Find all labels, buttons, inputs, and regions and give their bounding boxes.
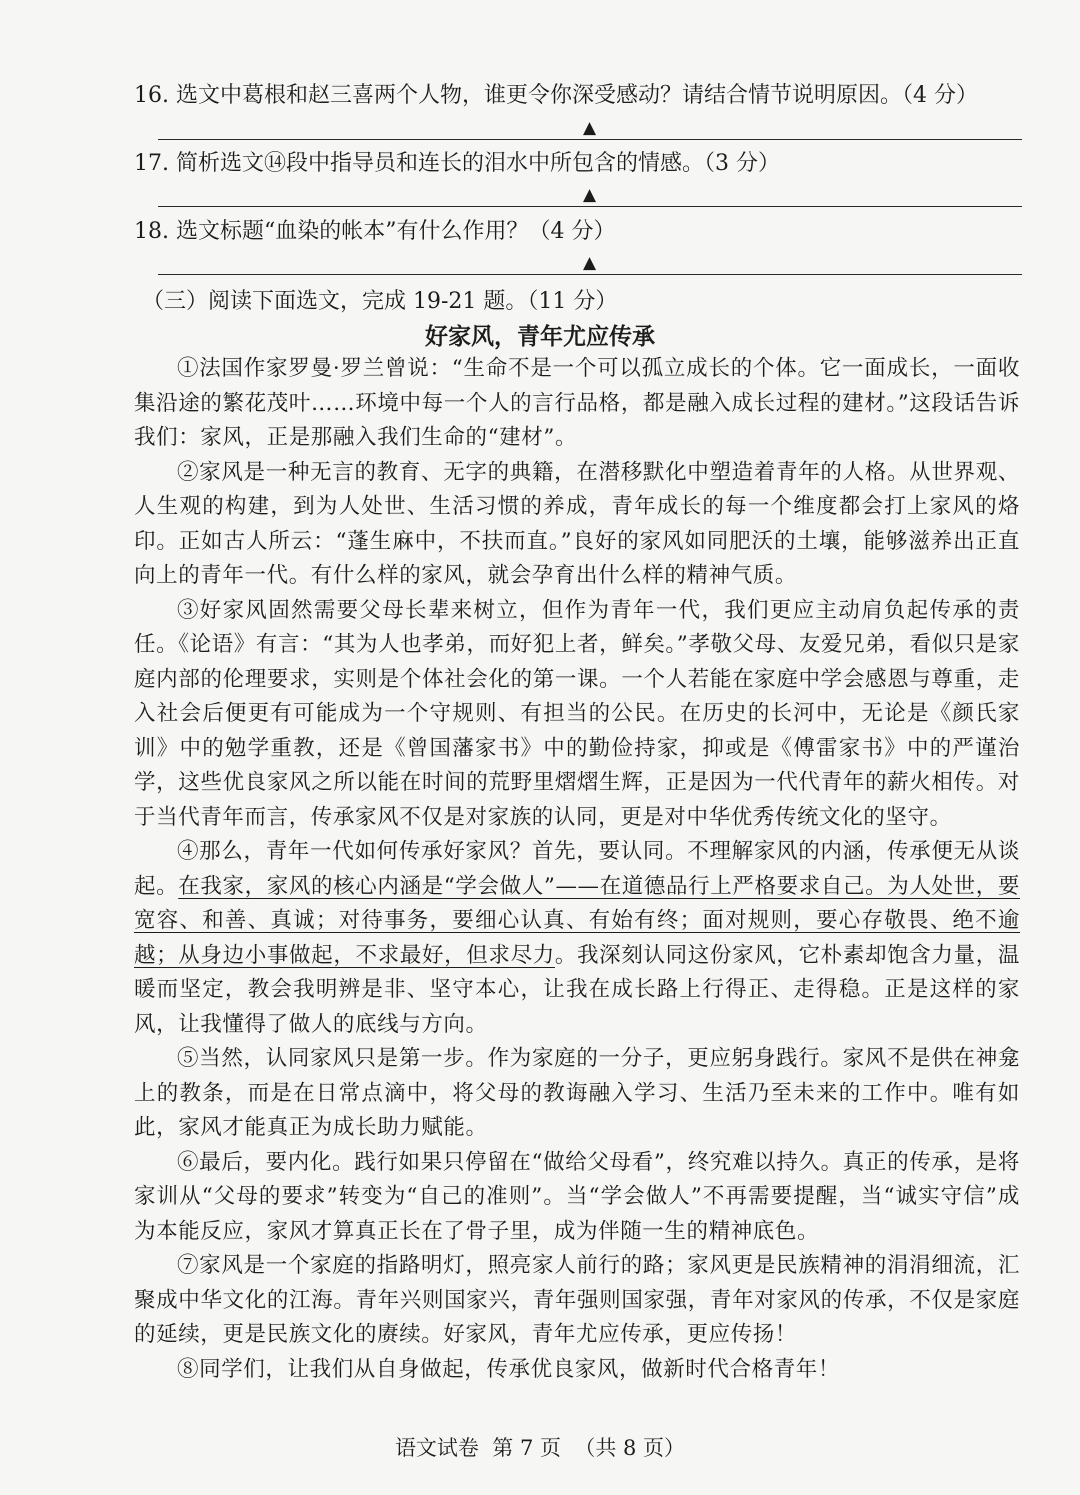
question-17: 17. 简析选文⑭段中指导员和连长的泪水中所包含的情感。（3 分） [134, 151, 780, 176]
paragraph-1: ①法国作家罗曼·罗兰曾说：“生命不是一个可以孤立成长的个体。它一面成长，一面收集沿途的繁花茂叶……环境中每一个人的言行品格，都是融入成长过程的建材。”这段话告诉我们：家风，正是那融入我们生命的“建材”。 [134, 356, 1020, 450]
answer-line-18[interactable] [158, 254, 1022, 282]
paragraph-4 [134, 835, 1020, 1042]
paragraph-8: ⑧同学们，让我们从自身做起，传承优良家风，做新时代合格青年！ [177, 1356, 841, 1382]
paragraph-3: ③好家风固然需要父母长辈来树立，但作为青年一代，我们更应主动肩负起传承的责任。《论语》有言：“其为人也孝弟，而好犯上者，鲜矣。”孝敬父母、友爱兄弟，看似只是家庭内部的伦理要求，实则是个体社会化的第一课。一个人若能在家庭中学会感恩与尊重，走入社会后便更有可能成为一个守规则、有担当的公民。在历史的长河中，无论是《颜氏家训》中的勉学重教，还是《曾国藩家书》中的勤俭持家，抑或是《傅雷家书》中的严谨治学，这些优良家风之所以能在时间的荒野里熠熠生辉，正是因为一代代青年的薪火相传。对于当代青年而言，传承家风不仅是对家族的认同，更是对中华优秀传统文化的坚守。 [134, 597, 1020, 830]
underlined-passage: 在我家，家风的核心内涵是“学会做人”——在道德品行上严格要求自己。为人处世，要宽容、和善、真诚；对待事务，要细心认真、有始有终；面对规则，要心存敬畏、绝不逾越；从身边小事做起，不求最好，但求尽力 [134, 873, 1020, 968]
question-18: 18. 选文标题“血染的帐本”有什么作用？（4 分） [134, 219, 616, 244]
paragraph-5: ⑤当然，认同家风只是第一步。作为家庭的一分子，更应躬身践行。家风不是供在神龛上的教条，而是在日常点滴中，将父母的教诲融入学习、生活乃至未来的工作中。唯有如此，家风才能真正为成长助力赋能。 [134, 1046, 1020, 1140]
answer-underline [158, 139, 1022, 140]
question-16: 16. 选文中葛根和赵三喜两个人物，谁更令你深受感动？请结合情节说明原因。（4 分） [134, 83, 978, 108]
page-footer: 语文试卷 第 7 页 （共 8 页） [394, 1436, 686, 1460]
paragraph-2: ②家风是一种无言的教育、无字的典籍，在潜移默化中塑造着青年的人格。从世界观、人生观的构建，到为人处世、生活习惯的养成，青年成长的每一个维度都会打上家风的烙印。正如古人所云：“蓬生麻中，不扶而直。”良好的家风如同肥沃的土壤，能够滋养出正直向上的青年一代。有什么样的家风，就会孕育出什么样的精神气质。 [134, 459, 1020, 588]
answer-line-16[interactable] [158, 119, 1022, 147]
paragraph-4-intro: ④那么，青年一代如何传承好家风？首先，要认同。不理解家风的内涵，传承便无从谈起。 [134, 839, 1020, 899]
paragraph-7: ⑦家风是一个家庭的指路明灯，照亮家人前行的路；家风更是民族精神的涓涓细流，汇聚成中华文化的江海。青年兴则国家兴，青年强则国家强，青年对家风的传承，不仅是家庭的延续，更是民族文化的赓续。好家风，青年尤应传承，更应传扬！ [134, 1253, 1020, 1347]
answer-triangle-icon: ▲ [583, 118, 597, 138]
answer-triangle-icon: ▲ [583, 253, 597, 273]
answer-underline [158, 274, 1022, 275]
section-heading: （三）阅读下面选文，完成 19-21 题。（11 分） [142, 289, 618, 314]
answer-line-17[interactable] [158, 186, 1022, 214]
answer-underline [158, 206, 1022, 207]
answer-triangle-icon: ▲ [583, 185, 597, 205]
paragraph-6: ⑥最后，要内化。践行如果只停留在“做给父母看”，终究难以持久。真正的传承，是将家训从“父母的要求”转变为“自己的准则”。当“学会做人”不再需要提醒，当“诚实守信”成为本能反应，家风才算真正长在了骨子里，成为伴随一生的精神底色。 [134, 1149, 1020, 1244]
paragraph-4-rest: 。我深刻认同这份家风，它朴素却饱含力量，温暖而坚定，教会我明辨是非、坚守本心，让我在成长路上行得正、走得稳。正是这样的家风，让我懂得了做人的底线与方向。 [134, 942, 1020, 1037]
article-title: 好家风，青年尤应传承 [425, 324, 655, 350]
article-body [134, 352, 1020, 1387]
